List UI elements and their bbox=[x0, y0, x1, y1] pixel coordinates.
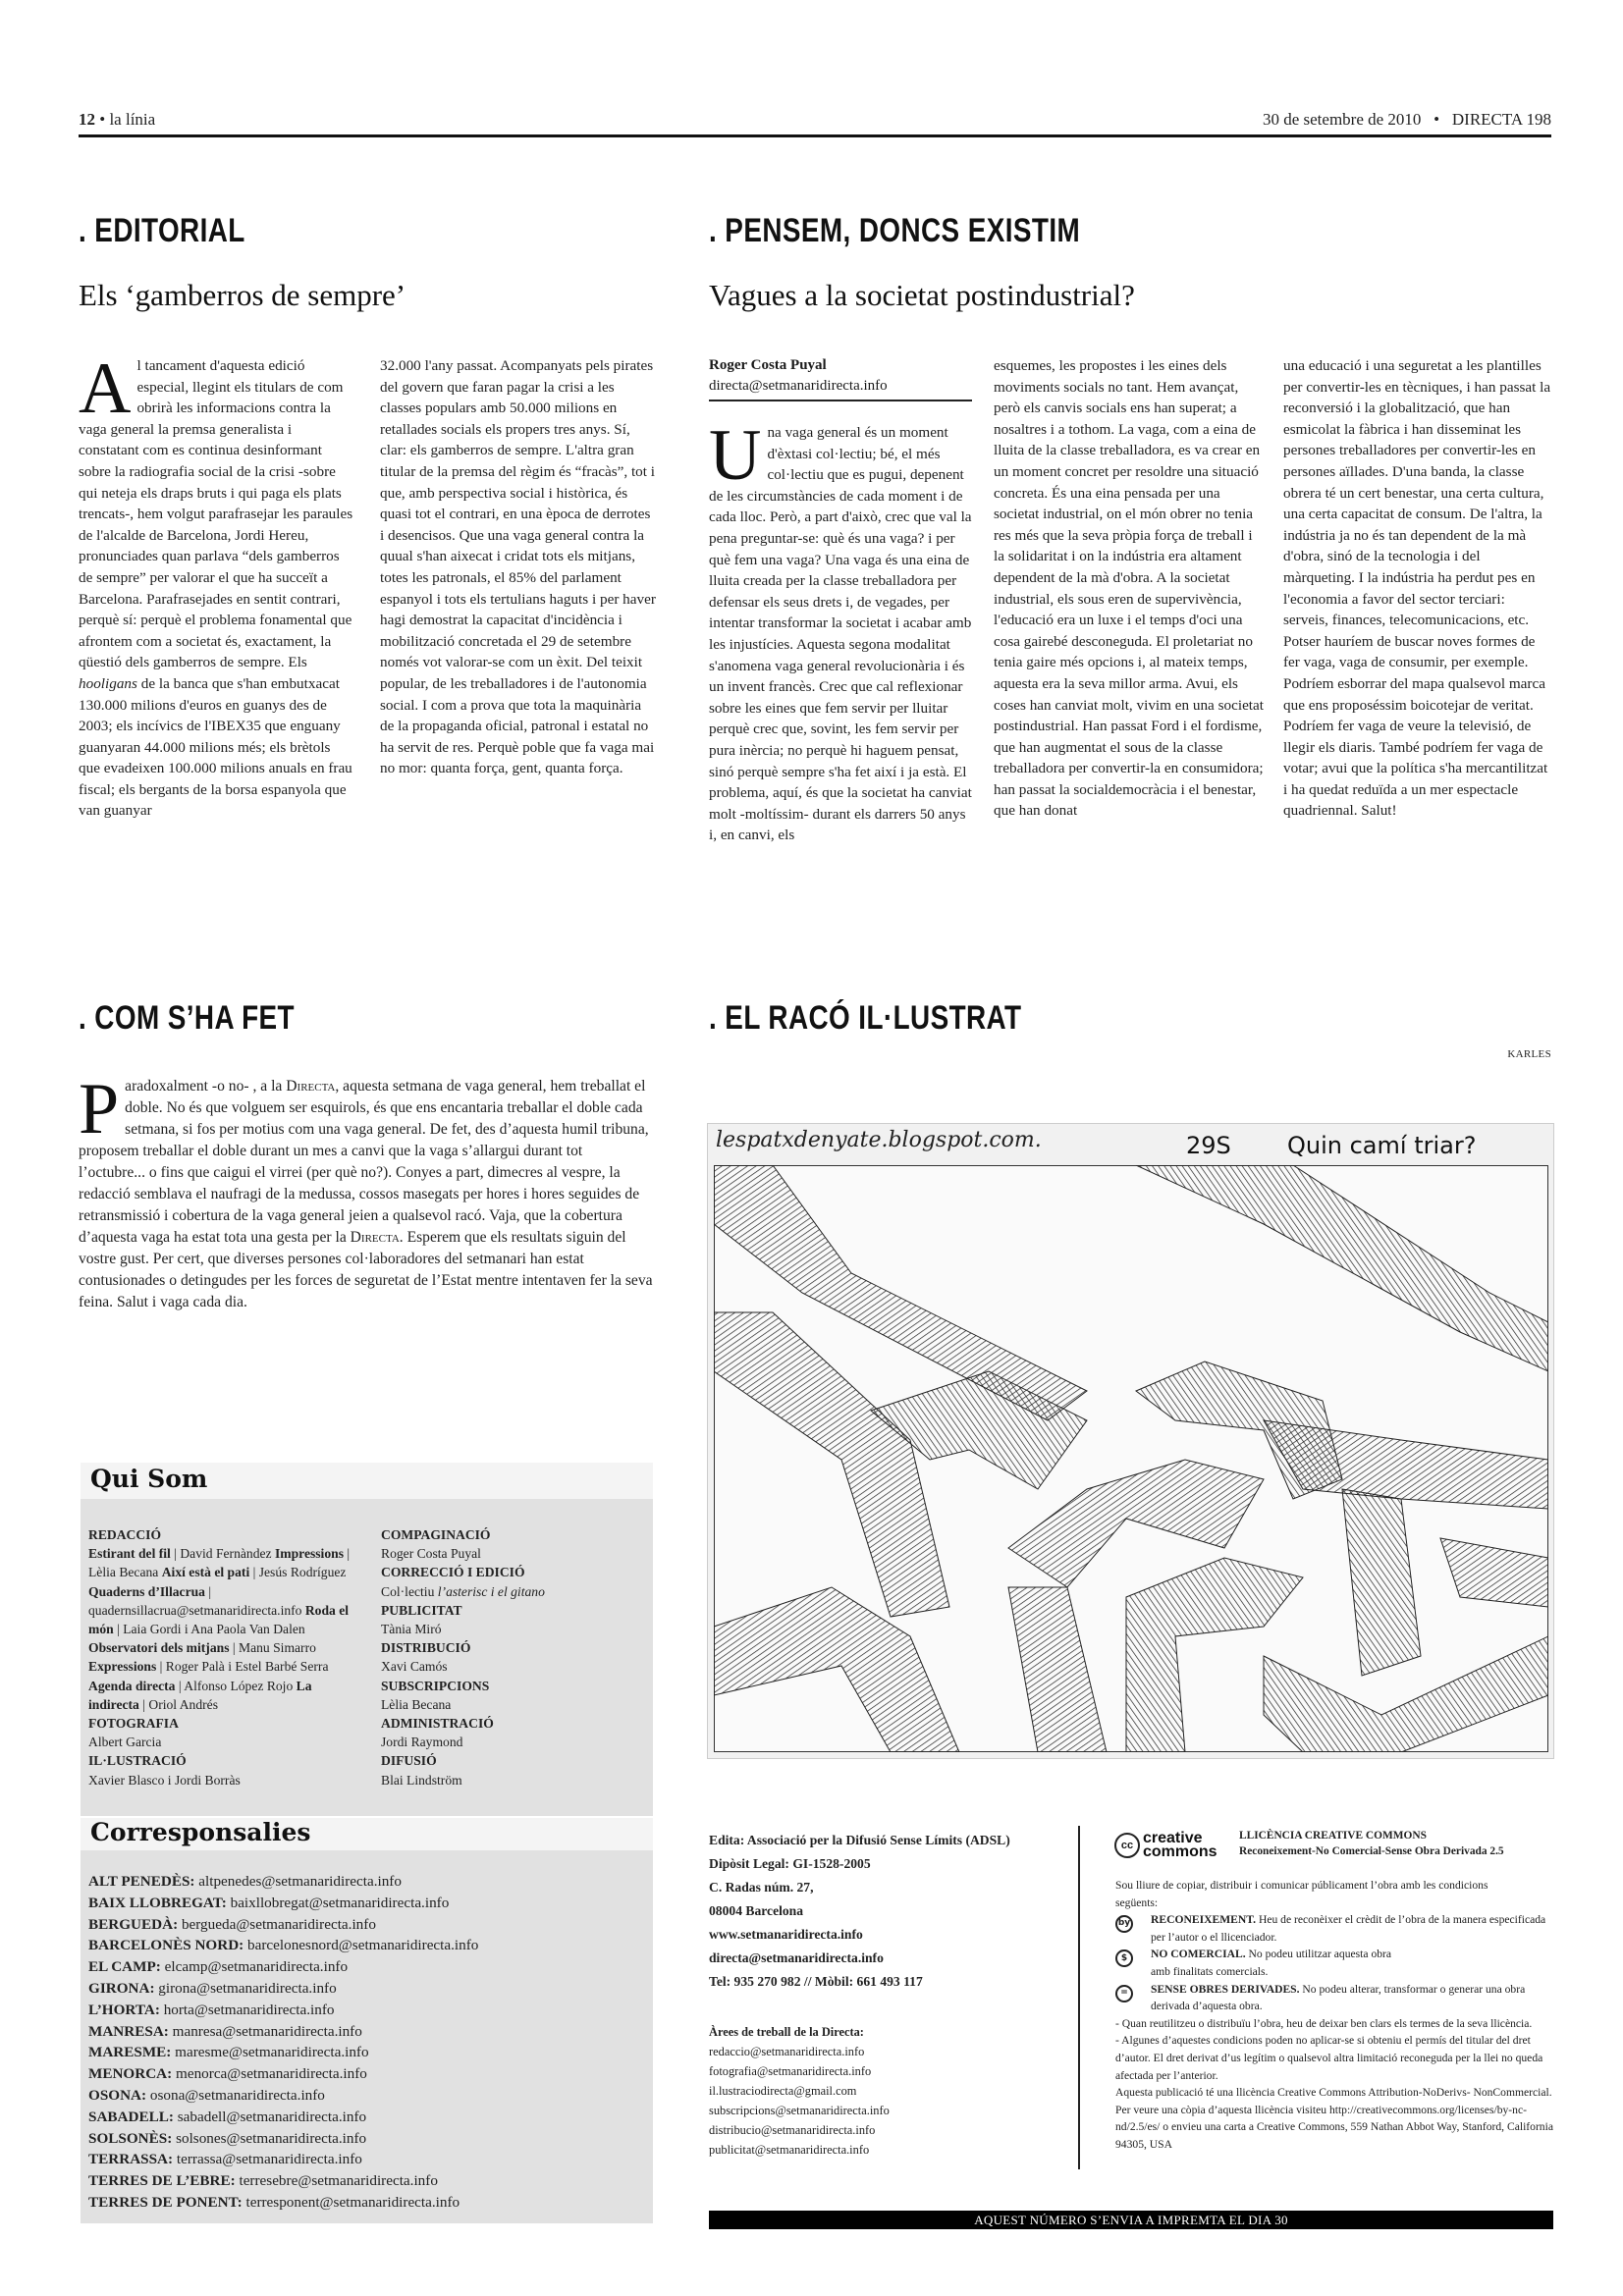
list-item: EL CAMP: elcamp@setmanaridirecta.info bbox=[88, 1958, 349, 1976]
list-item: TERRASSA: terrassa@setmanaridirecta.info bbox=[88, 2151, 362, 2168]
address-city: 08004 Barcelona bbox=[709, 1903, 804, 1918]
list-item: MENORCA: menorca@setmanaridirecta.info bbox=[88, 2065, 367, 2083]
list-item: L’HORTA: horta@setmanaridirecta.info bbox=[88, 2001, 335, 2018]
email-link[interactable]: altpenedes@setmanaridirecta.info bbox=[194, 1873, 402, 1890]
license-note: - Algunes d’aquestes condicions poden no aplicar-se si obteniu el permís del titular del dret d’autor. El dret derivat d’us legítim o qualsevol altra limitació reconeguda per la llei no queda afectada per l’anterior. bbox=[1115, 2034, 1543, 2082]
author-byline bbox=[709, 355, 974, 397]
role-heading: PUBLICITAT bbox=[381, 1602, 462, 1618]
license-title: LLICÈNCIA CREATIVE COMMONS bbox=[1239, 1830, 1427, 1842]
publisher: Edita: Associació per la Difusió Sense Límits (ADSL) bbox=[709, 1833, 1010, 1847]
dropcap: U bbox=[709, 415, 762, 496]
email-link[interactable]: terresebre@setmanaridirecta.info bbox=[235, 2172, 438, 2190]
creative-commons-logo: cc creative commons bbox=[1114, 1832, 1217, 1859]
editorial-column-2: 32.000 l'any passat. Acompanyats pels pirates del govern que faran pagar la crisi a les classes populars amb 50.000 milions en retallades socials els propers tres anys. Sí, clar: els gamberros de sempre. L'altra gran titular de la premsa del règim és “fracàs”, tot i que, amb perspectiva social i històrica, és quasi tot el contrari, en una època de derrotes i desencisos. Que una vaga general contra la quual s'han aixecat i cridat tots els mitjans, totes les patronals, el 85% del parlament espanyol i tots els tertulians haguts i per haver hagi demostrat la capacitat d'incidència i mobilització concretada el 29 de setembre només vot valorar-se com un èxit. Del teixit popular, de les treballadores i de l'autonomia social. I com a prova que tota la maquinària de la propaganda oficial, patronal i estatal no ha servit de res. Perquè poble que fa vaga mai no mor: quanta força, gent, quanta força. bbox=[380, 357, 656, 777]
role-name: Xavi Camós bbox=[381, 1659, 448, 1675]
list-item: SOLSONÈS: solsones@setmanaridirecta.info bbox=[88, 2129, 367, 2147]
list-item: ALT PENEDÈS: altpenedes@setmanaridirecta.info bbox=[88, 1873, 402, 1890]
list-item: SABADELL: sabadell@setmanaridirecta.info bbox=[88, 2108, 367, 2125]
making-of-text: P aradoxalment -o no- , a la Directa, aquesta setmana de vaga general, hem treballat el doble. No és que volguem ser esquirols, és que ens encantaria treballar el doble cada setmana, si fos per motius com una vaga general. De fet, des d’aquesta humil tribuna, proposem treballar el doble durant un mes a canvi que la vaga s’allargui durant tot l’octubre... o fins que caigui el virrei (per què no?). Conyes a part, dimecres al vespre, la redacció semblava el naufragi de la medussa, cossos masegats per hores i hores seguides de retransmissió i cobertura de la vaga general jeien a qualsevol racó. Vaja, que la cobertura d’aquesta vaga ha estat tota una gesta per la Directa. Esperem que els resultats siguin del vostre gust. Per cert, que diverses persones col·laboradores del setmanari han estat contusionades o detingudes per les forces de seguretat de l’Estat mentre intentaven fer la seva feina. Salut i vaga cada dia. bbox=[79, 1069, 653, 1310]
license-condition: = SENSE OBRES DERIVADES. No podeu alterar, transformar o generar una obra derivada d’aquesta obra. bbox=[1115, 1981, 1557, 2015]
opinion-column-3: una educació i una seguretat a les plantilles per convertir-les en tècniques, i han passat la reconversió i la globalització, que han esmicolat la fàbrica i han disseminat les persones treballadores per convertir-les en persones aïllades. D'una banda, la classe obrera té un cert benestar, una certa cultura, una certa capacitat de consum. De l'altra, la indústria ja no és tan dependent de la mà d'obra, sinó de la tecnologia i del màrqueting. I la indústria ha perdut pes en l'economia a favor del sector terciari: serveis, finances, telecomunicacions, etc. Potser hauríem de buscar noves formes de fer vaga, vaga de consumir, per exemple. Podríem esborrar del mapa qualsevol marca que ens proposéssim boicotejar de veritat. Podríem fer vaga de veure la televisió, de llegir els diaris. També podríem fer vaga de votar; avui que la política s'ha mercantilitzat i ha quedat reduïda a un mer espectacle quadriennal. Salut! bbox=[1283, 357, 1551, 820]
email-link[interactable]: distribucio@setmanaridirecta.info bbox=[709, 2123, 876, 2137]
role-heading: COMPAGINACIÓ bbox=[381, 1527, 491, 1542]
corresponsalies-title: Corresponsalies bbox=[90, 1818, 311, 1846]
list-item: MARESME: maresme@setmanaridirecta.info bbox=[88, 2044, 369, 2061]
role-heading: IL·LUSTRACIÓ bbox=[88, 1753, 187, 1769]
illustrated-section-title: . EL RACÓ IL·LUSTRAT bbox=[709, 999, 1022, 1037]
role-heading: CORRECCIÓ I EDICIÓ bbox=[381, 1565, 525, 1580]
list-item: BARCELONÈS NORD: barcelonesnord@setmanaridirecta.info bbox=[88, 1937, 479, 1954]
email-link[interactable]: redaccio@setmanaridirecta.info bbox=[709, 2045, 865, 2058]
role-name: Tània Miró bbox=[381, 1622, 442, 1637]
role-name: Jordi Raymond bbox=[381, 1735, 463, 1750]
opinion-section-title: . PENSEM, DONCS EXISTIM bbox=[709, 212, 1081, 249]
list-item: MANRESA: manresa@setmanaridirecta.info bbox=[88, 2022, 362, 2040]
license-subtitle: Reconeixement-No Comercial-Sense Obra Derivada 2.5 bbox=[1239, 1845, 1504, 1857]
role-heading: FOTOGRAFIA bbox=[88, 1716, 179, 1732]
role-name: Xavier Blasco i Jordi Borràs bbox=[88, 1772, 241, 1788]
opinion-column-2: esquemes, les propostes i les eines dels moviments socials no tant. Hem avançat, però els canvis socials ens han superat; a nosaltres i a tothom. La vaga, com a eina de lluita de la classe treballadora, es va crear en un moment concret per resoldre una situació concreta. És una eina pensada per una societat industrial, on el món obrer no tenia res més que la seva pròpia força de treball i la solidaritat i on la indústria era altament dependent de la mà d'obra. A la societat industrial, els sous eren de supervivència, l'educació era un luxe i el temps d'oci una cosa gairebé desconeguda. El proletariat no tenia gaire més opcions i, al mateix temps, aquesta era la seva millor arma. Avui, els coses han canviat molt, vivim en una societat postindustrial. Han passat Ford i el fordisme, que han augmentat el sous de la classe treballadora per convertir-la en consumidora; han passat la socialdemocràcia i el benestar, que han donat bbox=[994, 357, 1264, 820]
qui-som-title: Qui Som bbox=[90, 1465, 208, 1493]
brand-name: Directa bbox=[286, 1078, 336, 1095]
page-info bbox=[79, 110, 155, 130]
issue-date: 30 de setembre de 2010 bbox=[1262, 110, 1422, 129]
cartoon-blog-url: lespatxdenyate.blogspot.com. bbox=[716, 1128, 1042, 1152]
imprint-block bbox=[709, 1829, 1082, 1994]
cartoon-image bbox=[707, 1123, 1554, 1759]
license-condition: $ NO COMERCIAL. No podeu utilitzar aquesta obra amb finalitats comercials. bbox=[1115, 1946, 1557, 1980]
list-item: TERRES DE PONENT: terresponent@setmanaridirecta.info bbox=[88, 2193, 460, 2211]
editorial-headline: Els ‘gamberros de sempre’ bbox=[79, 278, 406, 312]
role-name: Blai Lindström bbox=[381, 1772, 462, 1788]
print-date-banner: AQUEST NÚMERO S’ENVIA A IMPREMTA EL DIA 30 bbox=[709, 2211, 1553, 2229]
legal-deposit: Dipòsit Legal: GI-1528-2005 bbox=[709, 1856, 871, 1871]
email-link[interactable]: osona@setmanaridirecta.info bbox=[146, 2086, 325, 2104]
role-heading: SUBSCRIPCIONS bbox=[381, 1678, 490, 1693]
cartoon-date-label: 29S bbox=[1186, 1132, 1231, 1159]
making-of-section-title: . COM S’HA FET bbox=[79, 999, 296, 1037]
license-intro: Sou lliure de copiar, distribuir i comunicar públicament l’obra amb les condicions següents: bbox=[1115, 1879, 1488, 1909]
list-item: GIRONA: girona@setmanaridirecta.info bbox=[88, 1979, 337, 1997]
license-condition: by RECONEIXEMENT. Heu de reconèixer el crèdit de l’obra de la manera especificada per l’autor o el llicenciador. bbox=[1115, 1911, 1557, 1946]
role-name: Col·lectiu l’asterisc i el gitano bbox=[381, 1583, 545, 1599]
email-link[interactable]: fotografia@setmanaridirecta.info bbox=[709, 2064, 872, 2078]
license-note: - Quan reutilitzeu o distribuïu l’obra, heu de deixar ben clars els termes de la seva llicència. bbox=[1115, 2016, 1533, 2030]
role-name: Roger Costa Puyal bbox=[381, 1546, 481, 1562]
cc-icon: cc bbox=[1114, 1833, 1140, 1858]
email-link[interactable]: il.lustraciodirecta@gmail.com bbox=[709, 2084, 857, 2098]
redaccio-list: Estirant del fil | David Fernàndez Impressions | Lèlia Becana Així està el pati | Jesús Rodríguez Quaderns d’Illacrua | quadernsillacrua@setmanaridirecta.info Roda el món | Laia Gordi i Ana Paola Van Dalen Observatori dels mitjans | Manu Simarro Expressions | Roger Palà i Estel Barbé Serra Agenda directa | Alfonso López Rojo La indirecta | Oriol Andrés bbox=[88, 1546, 351, 1712]
license-text bbox=[1115, 1877, 1557, 2154]
opinion-column-1: U na vaga general és un moment d'èxtasi col·lectiu; bé, el més col·lectiu que es pugui, depenent de les circumstàncies de cada moment i de cada lloc. Però, a part d'això, crec que val la pena preguntar-se: què és una vaga? i per què fem una vaga? Una vaga és una eina de lluita creada per la classe treballadora per defensar els seus drets i, de vegades, per intentar transformar la societat i acabar amb les injustícies. Aquesta segona modalitat s'anomena vaga general revolucionària i és un invent francès. Crec que cal reflexionar sobre les eines que fem servir per lluitar perquè crec que, sovint, les fem servir per pura inèrcia; no perquè hi haguem pensat, sinó perquè sempre s'ha fet així i ja està. El problema, aquí, és que la societat ha canviat molt -moltíssim- durant els darrers 50 anys i, en canvi, els bbox=[709, 415, 972, 844]
cartoon-question: Quin camí triar? bbox=[1287, 1132, 1477, 1159]
dropcap: P bbox=[79, 1069, 120, 1149]
illustrator-credit: KARLES bbox=[1507, 1048, 1551, 1060]
column-divider bbox=[1078, 1826, 1080, 2169]
dropcap: A bbox=[79, 348, 132, 429]
qui-som-left-column bbox=[88, 1525, 353, 1789]
email-link[interactable]: baixllobregat@setmanaridirecta.info bbox=[226, 1894, 450, 1911]
email-link[interactable]: terresponent@setmanaridirecta.info bbox=[242, 2193, 460, 2211]
maze-drawing-icon bbox=[714, 1165, 1548, 1752]
separator: • bbox=[1434, 110, 1440, 129]
attribution-icon: by bbox=[1115, 1915, 1133, 1933]
role-heading: DISTRIBUCIÓ bbox=[381, 1640, 471, 1656]
qui-som-right-column bbox=[381, 1525, 646, 1789]
work-areas-heading: Àrees de treball de la Directa: bbox=[709, 2025, 864, 2039]
email-link[interactable]: subscripcions@setmanaridirecta.info bbox=[709, 2104, 890, 2117]
email-link[interactable]: directa@setmanaridirecta.info bbox=[709, 1950, 884, 1965]
section-name: la línia bbox=[109, 110, 156, 129]
opinion-headline: Vagues a la societat postindustrial? bbox=[709, 278, 1135, 312]
website-link[interactable]: www.setmanaridirecta.info bbox=[709, 1927, 863, 1942]
email-link[interactable]: maresme@setmanaridirecta.info bbox=[171, 2044, 369, 2061]
no-derivatives-icon: = bbox=[1115, 1985, 1133, 2002]
work-areas bbox=[709, 2022, 1082, 2160]
corresponsalies-list bbox=[88, 1871, 478, 2214]
email-link[interactable]: horta@setmanaridirecta.info bbox=[159, 2001, 335, 2018]
email-link[interactable]: publicitat@setmanaridirecta.info bbox=[709, 2143, 870, 2157]
role-name: Albert Garcia bbox=[88, 1735, 162, 1750]
editorial-column-1: A l tancament d'aquesta edició especial, llegint els titulars de com obrirà les informacions contra la vaga general la premsa generalista i constatant com es continua desinformant sobre la radiografia social de la crisi -sobre qui neteja els draps bruts i qui paga els plats trencats-, hem volgut parafrasejar les paraules de l'alcalde de Barcelona, Jordi Hereu, pronunciades quan parlava “dels gamberros de sempre” per valorar el que ha succeït a Barcelona. Parafrasejades en sentit contrari, perquè sí: perquè el problema fonamental que afrontem com a societat és, exactament, la qüestió dels gamberros de sempre. Els hooligans de la banca que s'han embutxacat 130.000 milions d'euros en guanys des de 2003; els incívics de l'IBEX35 que enguany guanyaran 44.000 milions més; els brètols que evadeixen 100.000 milions anuals en frau fiscal; els bergants de la borsa espanyola que van guanyar bbox=[79, 348, 353, 820]
role-heading: DIFUSIÓ bbox=[381, 1753, 437, 1769]
list-item: BAIX LLOBREGAT: baixllobregat@setmanaridirecta.info bbox=[88, 1894, 450, 1911]
email-link[interactable]: manresa@setmanaridirecta.info bbox=[168, 2022, 362, 2040]
author-name: Roger Costa Puyal bbox=[709, 357, 827, 373]
email-link[interactable]: sabadell@setmanaridirecta.info bbox=[173, 2108, 367, 2125]
license-heading bbox=[1239, 1828, 1504, 1859]
email-link[interactable]: menorca@setmanaridirecta.info bbox=[172, 2065, 367, 2083]
header-rule bbox=[79, 134, 1551, 137]
brand-name: Directa bbox=[350, 1229, 400, 1246]
list-item: BERGUEDÀ: bergueda@setmanaridirecta.info bbox=[88, 1915, 376, 1933]
email-link[interactable]: barcelonesnord@setmanaridirecta.info bbox=[243, 1937, 479, 1954]
role-heading: REDACCIÓ bbox=[88, 1527, 162, 1542]
separator: • bbox=[99, 110, 106, 129]
address-street: C. Radas núm. 27, bbox=[709, 1880, 814, 1895]
email-link[interactable]: terrassa@setmanaridirecta.info bbox=[173, 2151, 362, 2168]
editorial-section-title: . EDITORIAL bbox=[79, 212, 245, 249]
list-item: TERRES DE L’EBRE: terresebre@setmanaridirecta.info bbox=[88, 2172, 438, 2190]
issue-info bbox=[1263, 110, 1551, 130]
role-name: Lèlia Becana bbox=[381, 1696, 452, 1712]
running-head bbox=[79, 98, 1551, 130]
page-number: 12 bbox=[79, 110, 95, 129]
byline-rule bbox=[709, 400, 972, 401]
phone-numbers: Tel: 935 270 982 // Mòbil: 661 493 117 bbox=[709, 1974, 923, 1989]
email-link[interactable]: bergueda@setmanaridirecta.info bbox=[178, 1915, 376, 1933]
author-email[interactable]: directa@setmanaridirecta.info bbox=[709, 378, 888, 394]
email-link[interactable]: solsones@setmanaridirecta.info bbox=[172, 2129, 367, 2147]
list-item: OSONA: osona@setmanaridirecta.info bbox=[88, 2086, 325, 2104]
role-heading: ADMINISTRACIÓ bbox=[381, 1716, 494, 1732]
publication-issue: DIRECTA 198 bbox=[1451, 110, 1551, 129]
non-commercial-icon: $ bbox=[1115, 1949, 1133, 1967]
license-note: Aquesta publicació té una llicència Creative Commons Attribution-NoDerivs- NonCommercial. Per veure una còpia d’aquesta llicència visiteu http://creativecommons.org/licenses/by-nc-nd/2.5/es/ o envieu una carta a Creative Commons, 559 Nathan Abbot Way, Stanford, California 94305, USA bbox=[1115, 2086, 1553, 2151]
email-link[interactable]: elcamp@setmanaridirecta.info bbox=[160, 1958, 349, 1976]
email-link[interactable]: girona@setmanaridirecta.info bbox=[154, 1979, 337, 1997]
